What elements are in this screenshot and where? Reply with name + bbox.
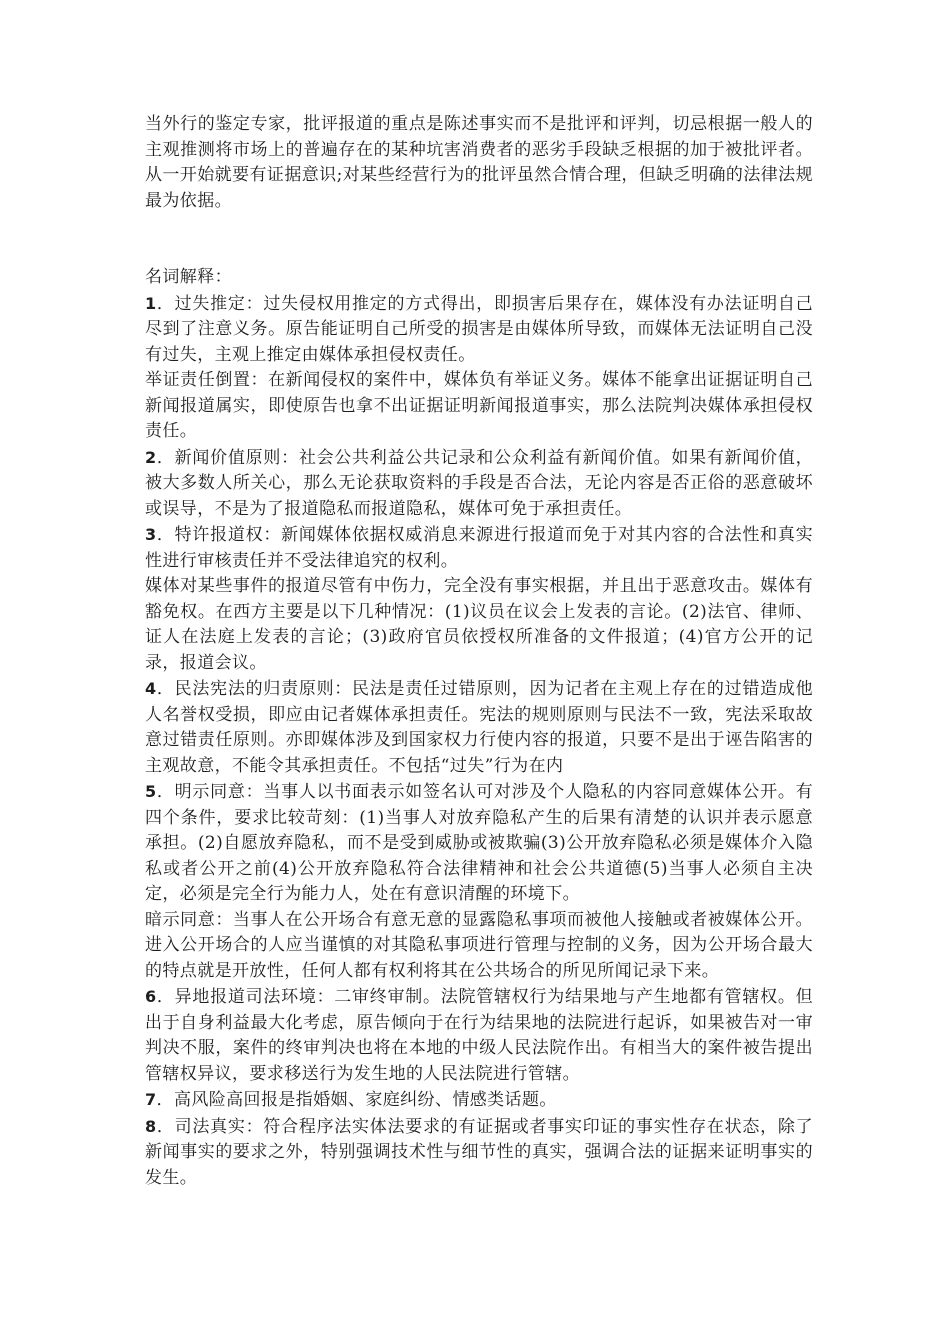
entry-text: ．民法宪法的归责原则：民法是责任过错原则，因为记者在主观上存在的过错造成他人名誉权受损，即应由记者媒体承担责任。宪法的规则原则与民法不一致，宪法采取故意过错责任原则。亦即媒体涉及到国家权力行使内容的报道，只要不是出于诬告陷害的主观故意，不能令其承担责任。不包括“过失”行为在内 bbox=[145, 679, 813, 776]
entry-text: ．特许报道权：新闻媒体依据权威消息来源进行报道而免于对其内容的合法性和真实性进行审核责任并不受法律追究的权利。 bbox=[145, 525, 813, 571]
entry-privileged-reporting bbox=[145, 522, 813, 574]
entry-news-value-principle bbox=[145, 445, 813, 523]
entry-number: 1 bbox=[145, 293, 157, 313]
entry-jurisdiction bbox=[145, 984, 813, 1087]
entry-number: 3 bbox=[145, 525, 157, 544]
entry-express-consent bbox=[145, 779, 813, 908]
entry-implied-consent bbox=[145, 908, 813, 985]
entry-number: 5 bbox=[145, 782, 157, 801]
entry-number: 4 bbox=[145, 679, 157, 698]
entry-text: ．高风险高回报是指婚姻、家庭纠纷、情感类话题。 bbox=[156, 1090, 557, 1110]
glossary-heading: 名词解释： bbox=[145, 267, 232, 287]
document-body bbox=[145, 112, 813, 1191]
entry-text: 暗示同意：当事人在公开场合有意无意的显露隐私事项而被他人接触或者被媒体公开。进入公开场合的人应当谨慎的对其隐私事项进行管理与控制的义务，因为公开场合最大的特点就是开放性，任何人都有权利将其在公共场合的所见所闻记录下来。 bbox=[145, 909, 813, 981]
entry-negligence-presumption bbox=[145, 291, 813, 369]
entry-text: 媒体对某些事件的报道尽管有中伤力，完全没有事实根据，并且出于恶意攻击。媒体有豁免权。在西方主要是以下几种情况：(1)议员在议会上发表的言论。(2)法官、律师、证人在法庭上发表的言论；(3)政府官员依授权所准备的文件报道；(4)官方公开的记录，报道会议。 bbox=[145, 576, 813, 673]
entry-text: 举证责任倒置：在新闻侵权的案件中，媒体负有举证义务。媒体不能拿出证据证明自己新闻报道属实，即使原告也拿不出证据证明新闻报道事实，那么法院判决媒体承担侵权责任。 bbox=[145, 370, 813, 441]
entry-high-risk-topics bbox=[145, 1087, 813, 1114]
entry-burden-of-proof bbox=[145, 368, 813, 445]
intro-paragraph: 当外行的鉴定专家，批评报道的重点是陈述事实而不是批评和评判，切忌根据一般人的主观推测将市场上的普遍存在的某种坑害消费者的恶劣手段缺乏根据的加于被批评者。从一开始就要有证据意识;对某些经营行为的批评虽然合情合理，但缺乏明确的法律法规最为依据。 bbox=[145, 114, 813, 211]
entry-text: ．异地报道司法环境：二审终审制。法院管辖权行为结果地与产生地都有管辖权。但出于自身利益最大化考虑，原告倾向于在行为结果地的法院进行起诉，如果被告对一审判决不服，案件的终审判决也将在本地的中级人民法院作出。有相当大的案件被告提出管辖权异议，要求移送行为发生地的人民法院进行管辖。 bbox=[145, 987, 813, 1084]
entry-judicial-truth bbox=[145, 1114, 813, 1192]
entry-text: ．过失推定：过失侵权用推定的方式得出，即损害后果存在，媒体没有办法证明自己尽到了注意义务。原告能证明自己所受的损害是由媒体所导致，而媒体无法证明自己没有过失，主观上推定由媒体承担侵权责任。 bbox=[145, 293, 813, 365]
entry-media-immunity bbox=[145, 574, 813, 676]
entry-number: 7 bbox=[145, 1090, 157, 1109]
entry-number: 8 bbox=[145, 1116, 157, 1136]
entry-liability-principles bbox=[145, 676, 813, 779]
entry-text: ．明示同意：当事人以书面表示如签名认可对涉及个人隐私的内容同意媒体公开。有四个条件，要求比较苛刻：(1)当事人对放弃隐私产生的后果有清楚的认识并表示愿意承担。(2)自愿放弃隐私，而不是受到威胁或被欺骗(3)公开放弃隐私必须是媒体介入隐私或者公开之前(4)公开放弃隐私符合法律精神和社会公共道德(5)当事人必须自主决定，必须是完全行为能力人，处在有意识清醒的环境下。 bbox=[145, 782, 813, 904]
entry-text: ．新闻价值原则：社会公共利益公共记录和公众利益有新闻价值。如果有新闻价值，被大多数人所关心，那么无论获取资料的手段是否合法，无论内容是否正俗的恶意破坏或误导，不是为了报道隐私而报道隐私，媒体可免于承担责任。 bbox=[145, 447, 813, 519]
entry-text: ．司法真实：符合程序法实体法要求的有证据或者事实印证的事实性存在状态，除了新闻事实的要求之外，特别强调技术性与细节性的真实，强调合法的证据来证明事实的发生。 bbox=[145, 1116, 813, 1188]
entry-number: 6 bbox=[145, 987, 157, 1006]
entry-number: 2 bbox=[145, 447, 157, 467]
